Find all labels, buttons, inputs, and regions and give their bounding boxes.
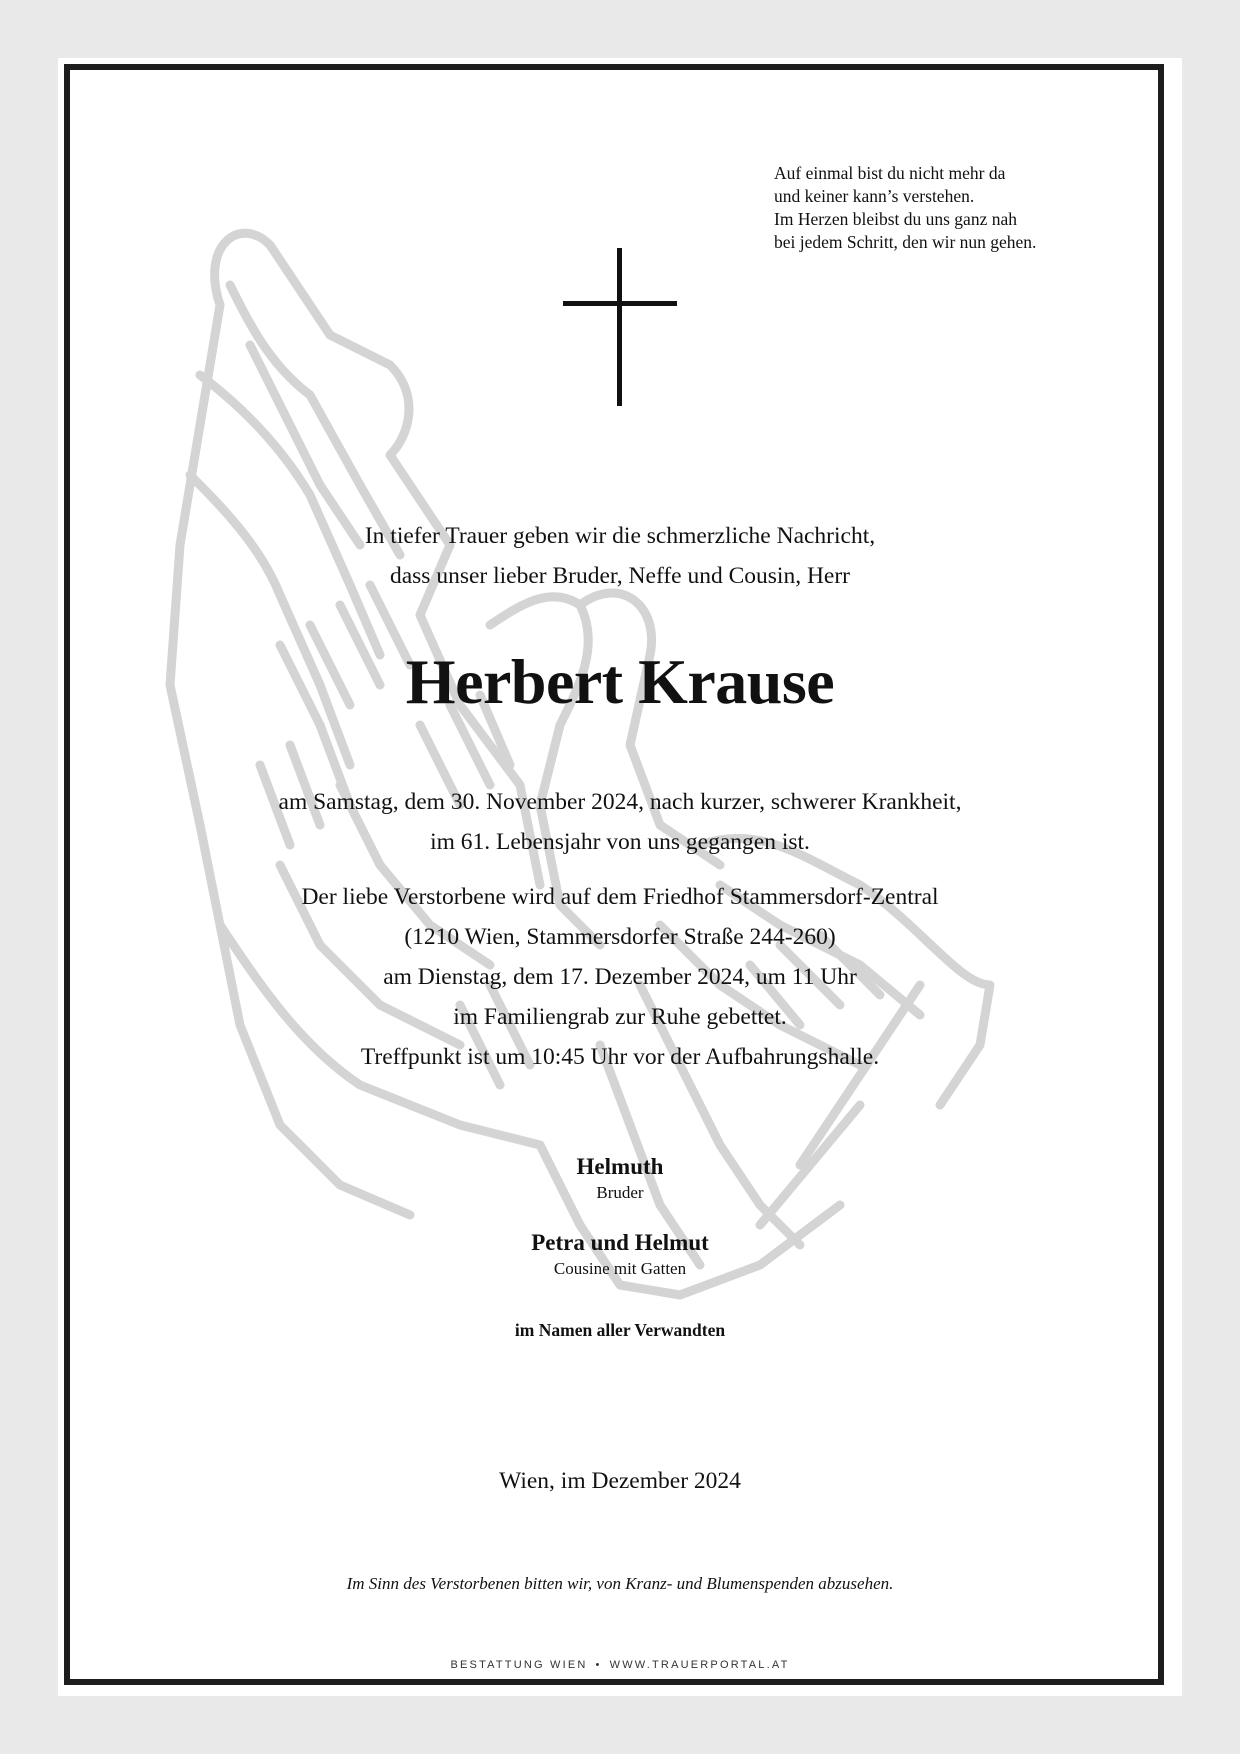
place-date: Wien, im Dezember 2024 (499, 1468, 741, 1494)
footer-separator: • (595, 1659, 602, 1671)
signer-name: Helmuth (576, 1154, 664, 1179)
signer-role: Cousine mit Gatten (553, 1259, 687, 1278)
burial-details (64, 877, 1176, 1077)
intro-line: In tiefer Trauer geben wir die schmerzliche Nachricht, (364, 523, 876, 549)
burial-line: am Dienstag, dem 17. Dezember 2024, um 11 Uhr (383, 964, 857, 990)
intro-line: dass unser lieber Bruder, Neffe und Cousin, Herr (389, 563, 851, 589)
signers (64, 1152, 1176, 1280)
poem (774, 162, 1104, 254)
footer-company: BESTATTUNG WIEN (450, 1659, 588, 1671)
poem-line: Auf einmal bist du nicht mehr da (774, 163, 1006, 183)
death-line: am Samstag, dem 30. November 2024, nach kurzer, schwerer Krankheit, (278, 789, 962, 815)
burial-line: (1210 Wien, Stammersdorfer Straße 244-260) (404, 924, 836, 950)
poem-line: Im Herzen bleibst du uns ganz nah (774, 209, 1017, 229)
relatives-line: im Namen aller Verwandten (514, 1320, 726, 1340)
signer-name: Petra und Helmut (531, 1230, 709, 1255)
deceased-name: Herbert Krause (405, 646, 835, 717)
poem-line: bei jedem Schritt, den wir nun gehen. (774, 232, 1037, 252)
cross-icon (563, 248, 677, 406)
flower-note: Im Sinn des Verstorbenen bitten wir, von Kranz- und Blumenspenden abzusehen. (346, 1574, 894, 1593)
footer (64, 1659, 1176, 1671)
intro-text (64, 516, 1176, 596)
signer-role: Bruder (596, 1183, 644, 1202)
burial-line: im Familiengrab zur Ruhe gebettet. (453, 1004, 787, 1030)
burial-line: Der liebe Verstorbene wird auf dem Friedhof Stammersdorf-Zentral (301, 884, 939, 910)
death-notice (64, 782, 1176, 862)
footer-website: WWW.TRAUERPORTAL.AT (609, 1659, 790, 1671)
death-line: im 61. Lebensjahr von uns gegangen ist. (430, 829, 810, 855)
poem-line: und keiner kann’s verstehen. (774, 186, 975, 206)
burial-line: Treffpunkt ist um 10:45 Uhr vor der Aufbahrungshalle. (360, 1044, 880, 1070)
